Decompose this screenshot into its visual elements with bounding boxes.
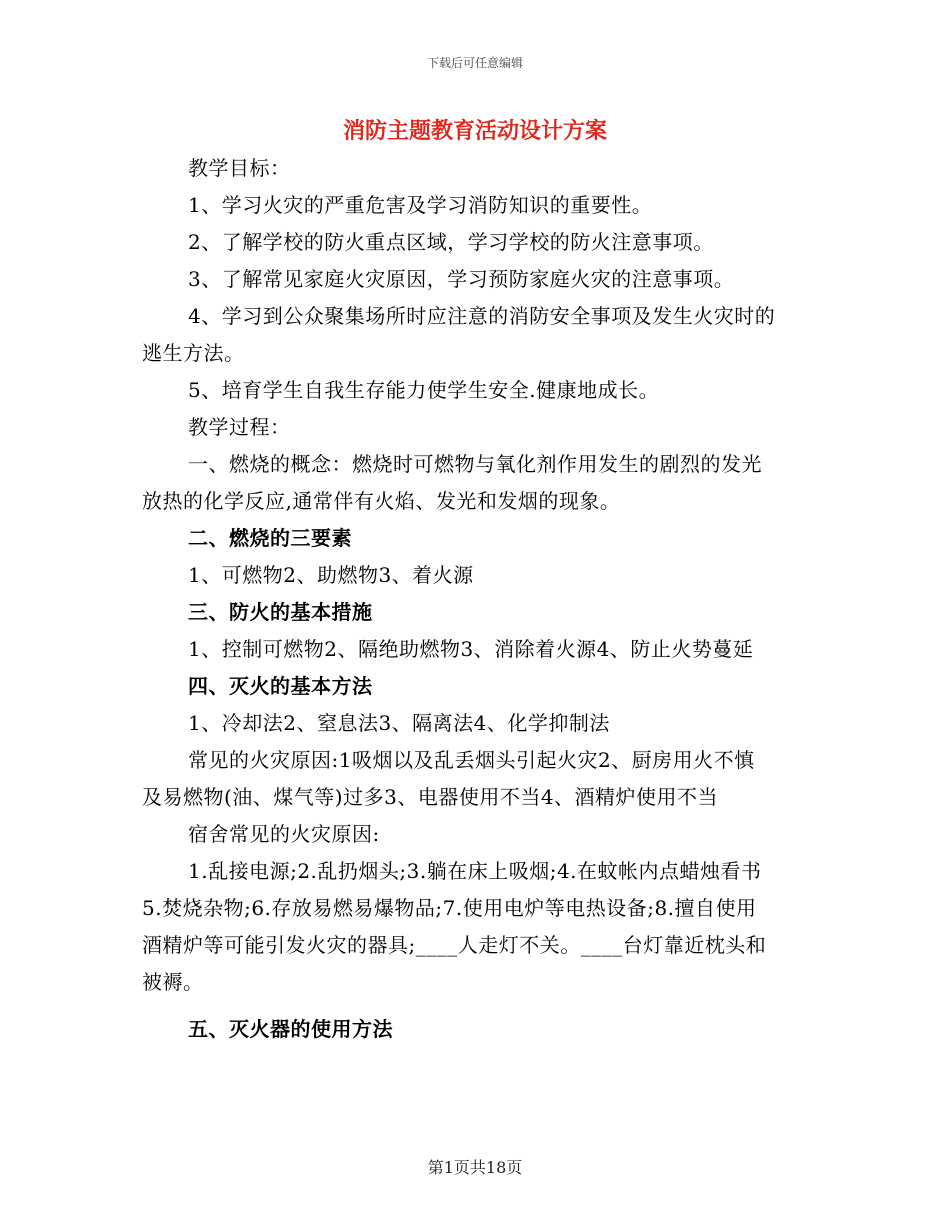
dorm-fire-causes-label: 宿舍常见的火灾原因: bbox=[188, 822, 380, 846]
common-fire-causes: 常见的火灾原因:1吸烟以及乱丢烟头引起火灾2、厨房用火不慎 bbox=[188, 748, 755, 772]
objective-item-4-continued: 逃生方法。 bbox=[142, 341, 245, 365]
dorm-fire-causes-line-2: 5.焚烧杂物;6.存放易燃易爆物品;7.使用电炉等电热设备;8.擅自使用 bbox=[142, 896, 757, 920]
section-label-objectives: 教学目标： bbox=[188, 156, 291, 180]
objective-item-3: 3、了解常见家庭火灾原因，学习预防家庭火灾的注意事项。 bbox=[188, 267, 735, 291]
common-fire-causes-continued: 及易燃物(油、煤气等)过多3、电器使用不当4、酒精炉使用不当 bbox=[142, 785, 719, 809]
objective-item-5: 5、培育学生自我生存能力使学生安全.健康地成长。 bbox=[188, 378, 660, 402]
objective-item-4: 4、学习到公众聚集场所时应注意的消防安全事项及发生火灾时的 bbox=[188, 304, 776, 328]
combustion-concept-continued: 放热的化学反应,通常伴有火焰、发光和发烟的现象。 bbox=[142, 489, 621, 513]
heading-three-elements: 二、燃烧的三要素 bbox=[188, 526, 352, 550]
document-title: 消防主题教育活动设计方案 bbox=[342, 118, 607, 144]
fire-prevention-list: 1、控制可燃物2、隔绝助燃物3、消除着火源4、防止火势蔓延 bbox=[188, 637, 754, 661]
three-elements-list: 1、可燃物2、助燃物3、着火源 bbox=[188, 563, 474, 587]
heading-extinguishing-methods: 四、灭火的基本方法 bbox=[188, 674, 373, 698]
dorm-fire-causes-line-4: 被褥。 bbox=[142, 970, 204, 994]
objective-item-1: 1、学习火灾的严重危害及学习消防知识的重要性。 bbox=[188, 193, 653, 217]
heading-fire-prevention: 三、防火的基本措施 bbox=[188, 600, 373, 624]
dorm-fire-causes-line-3: 酒精炉等可能引发火灾的器具;____人走灯不关。____台灯靠近枕头和 bbox=[142, 933, 767, 957]
header-note: 下载后可任意编辑 bbox=[426, 56, 523, 70]
extinguishing-methods-list: 1、冷却法2、窒息法3、隔离法4、化学抑制法 bbox=[188, 711, 610, 735]
combustion-concept: 一、燃烧的概念：燃烧时可燃物与氧化剂作用发生的剧烈的发光 bbox=[188, 452, 762, 476]
document-body bbox=[142, 150, 810, 1048]
dorm-fire-causes-line-1: 1.乱接电源;2.乱扔烟头;3.躺在床上吸烟;4.在蚊帐内点蜡烛看书 bbox=[188, 859, 762, 883]
page-number: 第1页共18页 bbox=[427, 1158, 523, 1177]
section-label-process: 教学过程： bbox=[188, 415, 291, 439]
objective-item-2: 2、了解学校的防火重点区域，学习学校的防火注意事项。 bbox=[188, 230, 714, 254]
heading-extinguisher-usage: 五、灭火器的使用方法 bbox=[188, 1017, 393, 1041]
